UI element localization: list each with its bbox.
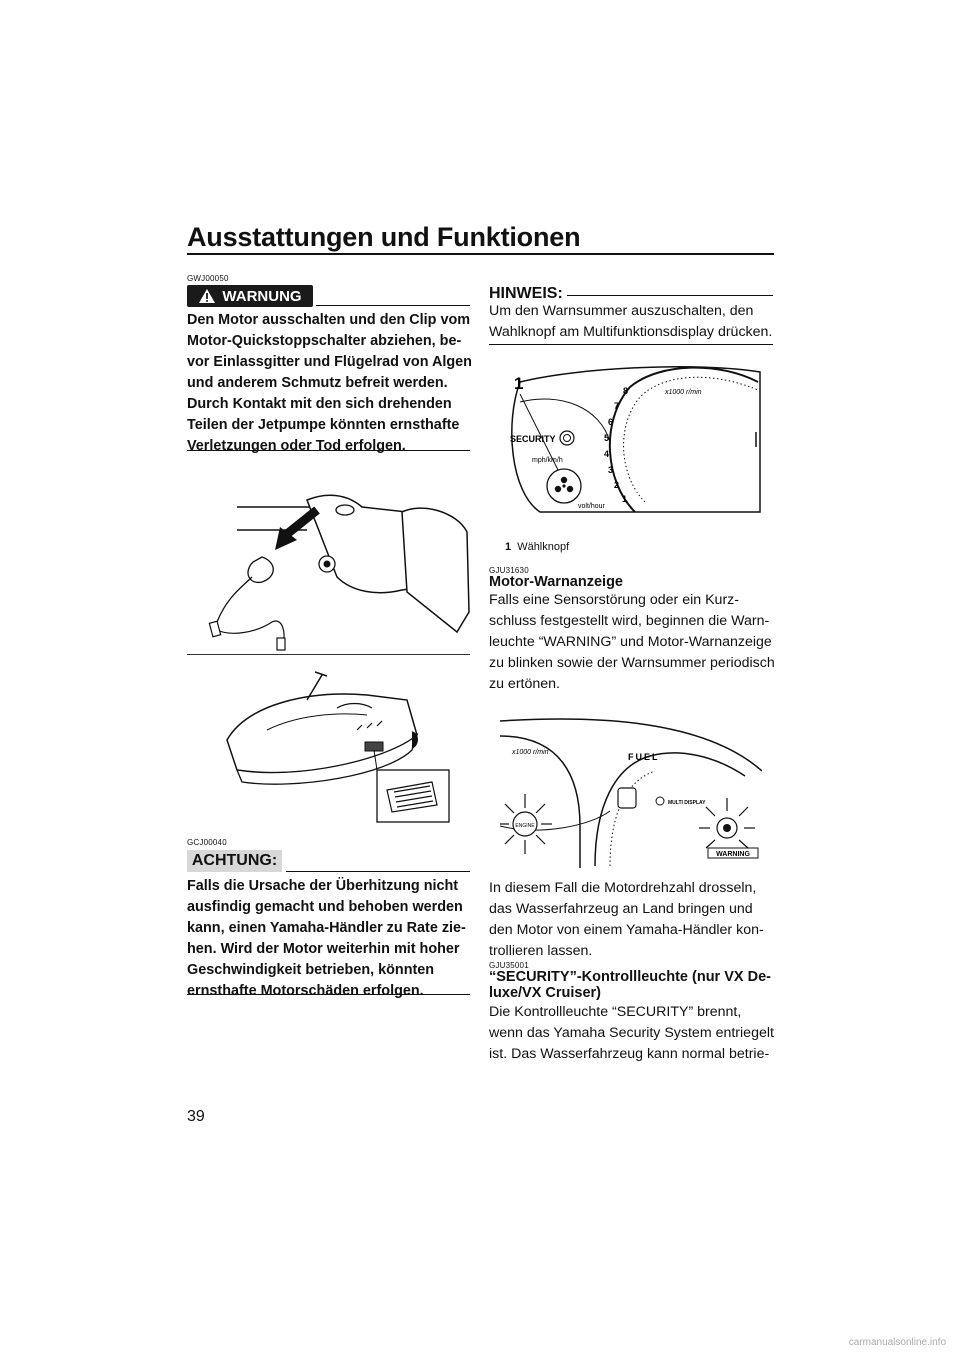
- note-top-rule: [567, 295, 773, 296]
- figure-dial-tacho-label: x1000 r/min: [665, 389, 702, 396]
- caution-code: GCJ00040: [187, 838, 227, 847]
- warning-top-rule: [316, 305, 470, 306]
- figure-watercraft: [187, 660, 470, 830]
- figure-dial-scale-6: 6: [608, 417, 614, 427]
- figure-dial-scale-3: 3: [608, 465, 614, 475]
- title-divider: [187, 253, 774, 255]
- caution-bottom-rule: [187, 994, 470, 995]
- note-bottom-rule: [489, 344, 773, 345]
- security-section-heading: “SECURITY”-Kontrollleuchte (nur VX De-luxe/VX Cruiser): [489, 969, 771, 1001]
- figure-dial-scale-2: 2: [614, 480, 620, 490]
- figure-display-engine-label: ENGINE: [515, 823, 535, 829]
- note-text: Um den Warnsummer auszuschalten, den Wahlknopf am Multifunktionsdisplay drücken.: [489, 303, 773, 340]
- figure-divider: [187, 654, 470, 655]
- dial-caption-number: 1: [505, 541, 512, 553]
- warning-triangle-icon: [198, 288, 216, 304]
- warning-label: WARNUNG: [222, 287, 302, 305]
- figure-display-warning-label: WARNING: [716, 851, 750, 858]
- figure-dial-scale-4: 4: [604, 449, 610, 459]
- warning-code: GWJ00050: [187, 274, 229, 283]
- warning-badge: [187, 285, 313, 307]
- figure-dial-security-label: SECURITY: [510, 434, 556, 444]
- dial-caption-text: Wählknopf: [517, 541, 570, 553]
- figure-multifunction-dial: [500, 362, 762, 522]
- figure-dial-scale-5: 5: [604, 433, 610, 443]
- figure-display-fuel-label: FUEL: [628, 752, 660, 762]
- reduce-speed-paragraph: In diesem Fall die Motordrehzahl drosseln, das Wasserfahrzeug an Land bringen und den Motor von einem Yamaha-Händler kon-trollieren lassen.: [489, 880, 764, 959]
- figure-dial-scale-7: 7: [614, 401, 620, 411]
- motor-section-text: Falls eine Sensorstörung oder ein Kurz-schluss festgestellt wird, beginnen die Warn-leuchte “WARNING” und Motor-Warnanzeige zu blinken sowie der Warnsummer periodisch zu ertönen.: [489, 592, 775, 692]
- figure-dial-callout: 1: [514, 374, 524, 393]
- figure-dial-unit-speed: mph/km/h: [532, 457, 563, 464]
- caution-text: Falls die Ursache der Überhitzung nicht ausfindig gemacht und behoben werden kann, einen Yamaha-Händler zu Rate zie-hen. Wird der Motor weiterhin mit hoher Geschwindigkeit betrieben, könnten ernsthafte Motorschäden erfolgen.: [187, 878, 466, 999]
- figure-quickstop-switch: [187, 472, 470, 654]
- figure-display-tacho-label: x1000 r/min: [512, 749, 549, 756]
- caution-badge: ACHTUNG:: [187, 850, 282, 872]
- note-label: HINWEIS:: [489, 285, 563, 302]
- figure-warning-display: [500, 716, 762, 868]
- figure-dial-unit-voltage: volt/hour: [578, 503, 605, 510]
- figure-display-multi-label: MULTI DISPLAY: [668, 800, 706, 806]
- figure-dial-scale-8: 8: [623, 386, 629, 396]
- motor-section-code: GJU31630: [489, 566, 529, 575]
- security-section-text: Die Kontrollleuchte “SECURITY” brennt, wenn das Yamaha Security System entriegelt ist. Das Wasserfahrzeug kann normal betrie-: [489, 1004, 774, 1062]
- page-title: Ausstattungen und Funktionen: [187, 222, 581, 252]
- warning-bottom-rule: [187, 450, 470, 451]
- watermark-text: carmanualsonline.info: [848, 1337, 946, 1348]
- figure-dial-scale-1: 1: [622, 494, 628, 504]
- page-number: 39: [187, 1108, 205, 1125]
- warning-text: Den Motor ausschalten und den Clip vom Motor-Quickstoppschalter abziehen, be-vor Einlassgitter und Flügelrad von Algen und anderem Schmutz befreit werden. Durch Kontakt mit den sich drehenden Teilen der Jetpumpe könnten ernsthafte Verletzungen oder Tod erfolgen.: [187, 312, 472, 454]
- security-section-code: GJU35001: [489, 961, 529, 970]
- motor-section-heading: Motor-Warnanzeige: [489, 574, 623, 590]
- caution-top-rule: [286, 871, 470, 872]
